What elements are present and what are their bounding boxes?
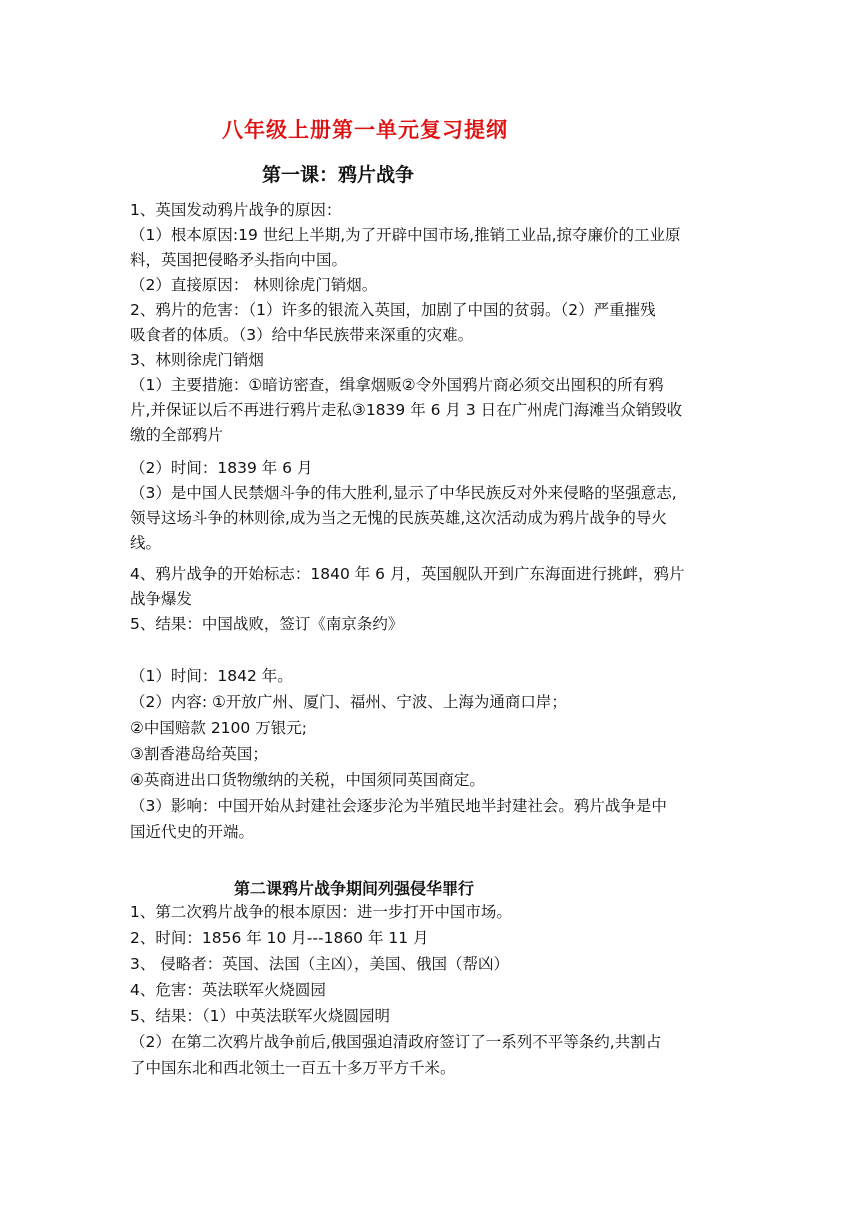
text-line: 3、林则徐虎门销烟 [130,351,264,369]
text-line: （2）内容: ①开放广州、厦门、福州、宁波、上海为通商口岸； [130,693,567,711]
text-line: （2）直接原因： 林则徐虎门销烟。 [130,276,378,294]
lesson2-title: 第二课鸦片战争期间列强侵华罪行 [234,879,475,898]
text-line: 2、鸦片的危害：（1）许多的银流入英国，加剧了中国的贫弱。（2）严重摧残 [130,301,656,319]
text-line: 战争爆发 [130,590,193,608]
text-line: （3）是中国人民禁烟斗争的伟大胜利,显示了中华民族反对外来侵略的坚强意志, [130,484,677,502]
text-line: 吸食者的体质。（3）给中华民族带来深重的灾难。 [130,326,474,344]
text-line: （1）时间：1842 年。 [130,667,293,685]
text-line: 线。 [130,534,162,552]
text-line: （3）影响：中国开始从封建社会逐步沦为半殖民地半封建社会。鸦片战争是中 [130,797,667,815]
text-line: （2）在第二次鸦片战争前后,俄国强迫清政府签订了一系列不平等条约,共割占 [130,1033,662,1051]
text-line: （2）时间：1839 年 6 月 [130,459,313,477]
text-line: 1、英国发动鸦片战争的原因： [130,201,342,219]
text-line: 5、结果：（1）中英法联军火烧圆园明 [130,1007,390,1025]
document-title: 八年级上册第一单元复习提纲 [222,118,508,142]
text-line: ③割香港岛给英国； [130,745,268,763]
text-line: 片,并保证以后不再进行鸦片走私③1839 年 6 月 3 日在广州虎门海滩当众销毁收 [130,401,683,419]
text-line: 缴的全部鸦片 [130,426,224,444]
text-line: 了中国东北和西北领土一百五十多万平方千米。 [130,1059,456,1077]
text-line: （1）主要措施：①暗访密查，缉拿烟贩②令外国鸦片商必须交出囤积的所有鸦 [130,376,664,394]
text-line: 4、鸦片战争的开始标志：1840 年 6 月，英国舰队开到广东海面进行挑衅，鸦片 [130,565,685,583]
text-line: （1）根本原因:19 世纪上半期,为了开辟中国市场,推销工业品,掠夺廉价的工业原 [130,226,681,244]
text-line: 料，英国把侵略矛头指向中国。 [130,251,348,269]
text-line: 3、 侵略者：英国、法国（主凶），美国、俄国（帮凶） [130,955,510,973]
text-line: 2、时间：1856 年 10 月---1860 年 11 月 [130,929,429,947]
text-line: ④英商进出口货物缴纳的关税，中国须同英国商定。 [130,771,485,789]
text-line: 5、结果：中国战败，签订《南京条约》 [130,615,404,633]
text-line: ②中国赔款 2100 万银元; [130,719,307,737]
text-line: 国近代史的开端。 [130,823,255,841]
text-line: 4、危害：英法联军火烧圆园 [130,981,326,999]
text-line: 1、第二次鸦片战争的根本原因：进一步打开中国市场。 [130,903,512,921]
lesson1-title: 第一课：鸦片战争 [262,164,415,186]
text-line: 领导这场斗争的林则徐,成为当之无愧的民族英雄,这次活动成为鸦片战争的导火 [130,509,667,527]
